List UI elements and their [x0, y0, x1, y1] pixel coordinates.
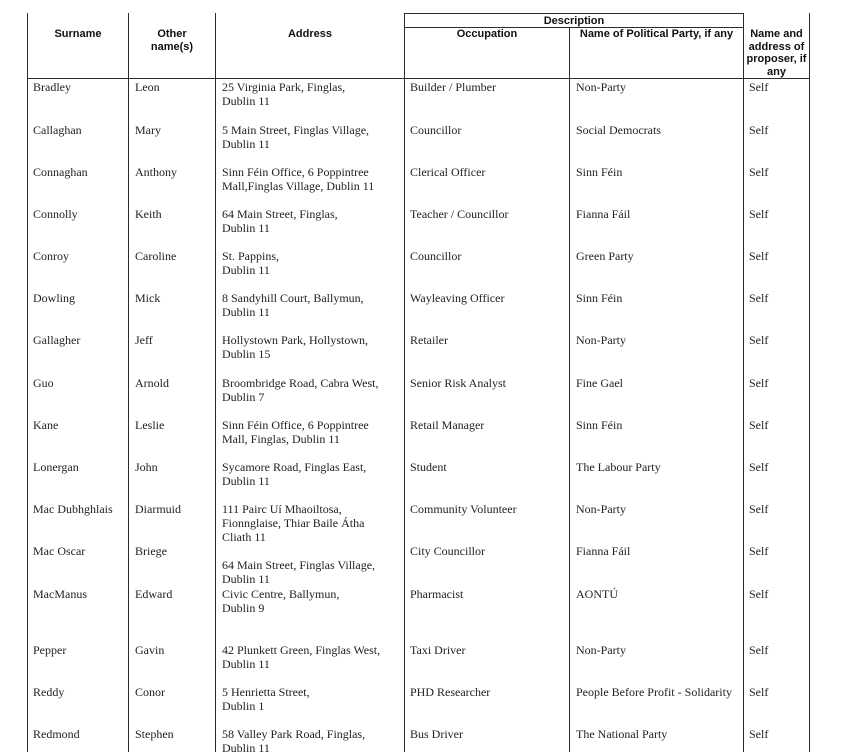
- cell-address: 42 Plunkett Green, Finglas West, Dublin 11: [222, 643, 381, 671]
- cell-address: 64 Main Street, Finglas, Dublin 11: [222, 207, 338, 235]
- cell-proposer: Self: [749, 123, 769, 137]
- cell-other-names: Edward: [135, 587, 173, 601]
- cell-party: Non-Party: [576, 643, 626, 657]
- col-border: [743, 13, 744, 752]
- cell-party: Fianna Fáil: [576, 544, 631, 558]
- header-other-names: Other name(s): [150, 28, 194, 53]
- cell-address: 8 Sandyhill Court, Ballymun, Dublin 11: [222, 291, 364, 319]
- cell-address: St. Pappins, Dublin 11: [222, 249, 280, 277]
- cell-surname: Redmond: [33, 727, 80, 741]
- cell-proposer: Self: [749, 207, 769, 221]
- col-border: [404, 13, 405, 752]
- cell-party: Green Party: [576, 249, 634, 263]
- cell-party: Fine Gael: [576, 376, 623, 390]
- cell-proposer: Self: [749, 376, 769, 390]
- cell-address: 64 Main Street, Finglas Village, Dublin 11: [222, 558, 376, 586]
- cell-other-names: Diarmuid: [135, 502, 181, 516]
- cell-occupation: Builder / Plumber: [410, 80, 496, 94]
- col-border: [27, 13, 28, 752]
- cell-occupation: Retail Manager: [410, 418, 485, 432]
- cell-other-names: Leon: [135, 80, 160, 94]
- cell-occupation: Councillor: [410, 123, 462, 137]
- cell-party: Sinn Féin: [576, 418, 623, 432]
- cell-proposer: Self: [749, 249, 769, 263]
- cell-address: 25 Virginia Park, Finglas, Dublin 11: [222, 80, 346, 108]
- cell-party: The Labour Party: [576, 460, 661, 474]
- cell-party: People Before Profit - Solidarity: [576, 685, 732, 699]
- cell-address: Hollystown Park, Hollystown, Dublin 15: [222, 333, 369, 361]
- header-surname: Surname: [54, 28, 102, 40]
- header-proposer: Name and address of proposer, if any: [746, 28, 807, 78]
- cell-occupation: Teacher / Councillor: [410, 207, 509, 221]
- cell-occupation: Taxi Driver: [410, 643, 466, 657]
- cell-occupation: Student: [410, 460, 447, 474]
- cell-occupation: Community Volunteer: [410, 502, 517, 516]
- col-border: [809, 13, 810, 752]
- cell-surname: Gallagher: [33, 333, 81, 347]
- cell-address: Broombridge Road, Cabra West, Dublin 7: [222, 376, 379, 404]
- cell-occupation: Councillor: [410, 249, 462, 263]
- cell-surname: MacManus: [33, 587, 87, 601]
- cell-party: Non-Party: [576, 333, 626, 347]
- cell-occupation: PHD Researcher: [410, 685, 491, 699]
- cell-surname: Reddy: [33, 685, 65, 699]
- cell-other-names: Anthony: [135, 165, 177, 179]
- cell-address: Civic Centre, Ballymun, Dublin 9: [222, 587, 340, 615]
- cell-proposer: Self: [749, 165, 769, 179]
- cell-occupation: Senior Risk Analyst: [410, 376, 507, 390]
- cell-address: 5 Main Street, Finglas Village, Dublin 11: [222, 123, 370, 151]
- cell-party: Non-Party: [576, 80, 626, 94]
- cell-proposer: Self: [749, 80, 769, 94]
- cell-party: The National Party: [576, 727, 668, 741]
- cell-proposer: Self: [749, 587, 769, 601]
- header-occupation: Occupation: [456, 28, 518, 40]
- cell-other-names: Caroline: [135, 249, 177, 263]
- cell-occupation: Pharmacist: [410, 587, 464, 601]
- header-address: Address: [287, 28, 333, 40]
- cell-other-names: Conor: [135, 685, 165, 699]
- col-border: [215, 13, 216, 752]
- cell-other-names: Jeff: [135, 333, 153, 347]
- cell-party: Non-Party: [576, 502, 626, 516]
- cell-address: Sinn Féin Office, 6 Poppintree Mall, Finglas, Dublin 11: [222, 418, 369, 446]
- cell-proposer: Self: [749, 333, 769, 347]
- cell-surname: Connolly: [33, 207, 78, 221]
- cell-occupation: Bus Driver: [410, 727, 463, 741]
- cell-proposer: Self: [749, 291, 769, 305]
- cell-other-names: Leslie: [135, 418, 165, 432]
- cell-surname: Connaghan: [33, 165, 88, 179]
- cell-surname: Bradley: [33, 80, 71, 94]
- cell-address: 58 Valley Park Road, Finglas, Dublin 11: [222, 727, 366, 755]
- cell-occupation: Retailer: [410, 333, 448, 347]
- header-party: Name of Political Party, if any: [579, 28, 734, 40]
- cell-party: Sinn Féin: [576, 165, 623, 179]
- cell-occupation: Wayleaving Officer: [410, 291, 505, 305]
- col-border: [569, 27, 570, 752]
- cell-address: Sinn Féin Office, 6 Poppintree Mall,Finglas Village, Dublin 11: [222, 165, 375, 193]
- cell-surname: Callaghan: [33, 123, 82, 137]
- cell-surname: Mac Dubhghlais: [33, 502, 113, 516]
- cell-address: 5 Henrietta Street, Dublin 1: [222, 685, 310, 713]
- cell-surname: Guo: [33, 376, 54, 390]
- cell-surname: Conroy: [33, 249, 69, 263]
- cell-other-names: Stephen: [135, 727, 174, 741]
- cell-other-names: Mick: [135, 291, 161, 305]
- cell-other-names: Gavin: [135, 643, 165, 657]
- cell-surname: Pepper: [33, 643, 67, 657]
- header-bottom-border: [27, 78, 809, 79]
- cell-surname: Mac Oscar: [33, 544, 86, 558]
- cell-address: Sycamore Road, Finglas East, Dublin 11: [222, 460, 367, 488]
- cell-party: AONTÚ: [576, 587, 618, 601]
- cell-proposer: Self: [749, 544, 769, 558]
- cell-surname: Dowling: [33, 291, 75, 305]
- cell-proposer: Self: [749, 643, 769, 657]
- cell-party: Fianna Fáil: [576, 207, 631, 221]
- cell-other-names: Arnold: [135, 376, 169, 390]
- cell-party: Sinn Féin: [576, 291, 623, 305]
- cell-other-names: Briege: [135, 544, 167, 558]
- cell-address: 111 Pairc Uí Mhaoiltosa, Fionnglaise, Thiar Baile Átha Cliath 11: [222, 502, 365, 544]
- header-description: Description: [543, 15, 605, 27]
- cell-proposer: Self: [749, 685, 769, 699]
- cell-proposer: Self: [749, 727, 769, 741]
- cell-surname: Lonergan: [33, 460, 79, 474]
- cell-other-names: Mary: [135, 123, 161, 137]
- cell-other-names: John: [135, 460, 158, 474]
- col-border: [128, 13, 129, 752]
- cell-surname: Kane: [33, 418, 59, 432]
- cell-other-names: Keith: [135, 207, 162, 221]
- cell-party: Social Democrats: [576, 123, 661, 137]
- cell-occupation: Clerical Officer: [410, 165, 486, 179]
- cell-proposer: Self: [749, 502, 769, 516]
- table-top-border: [404, 13, 743, 14]
- cell-proposer: Self: [749, 460, 769, 474]
- cell-occupation: City Councillor: [410, 544, 485, 558]
- cell-proposer: Self: [749, 418, 769, 432]
